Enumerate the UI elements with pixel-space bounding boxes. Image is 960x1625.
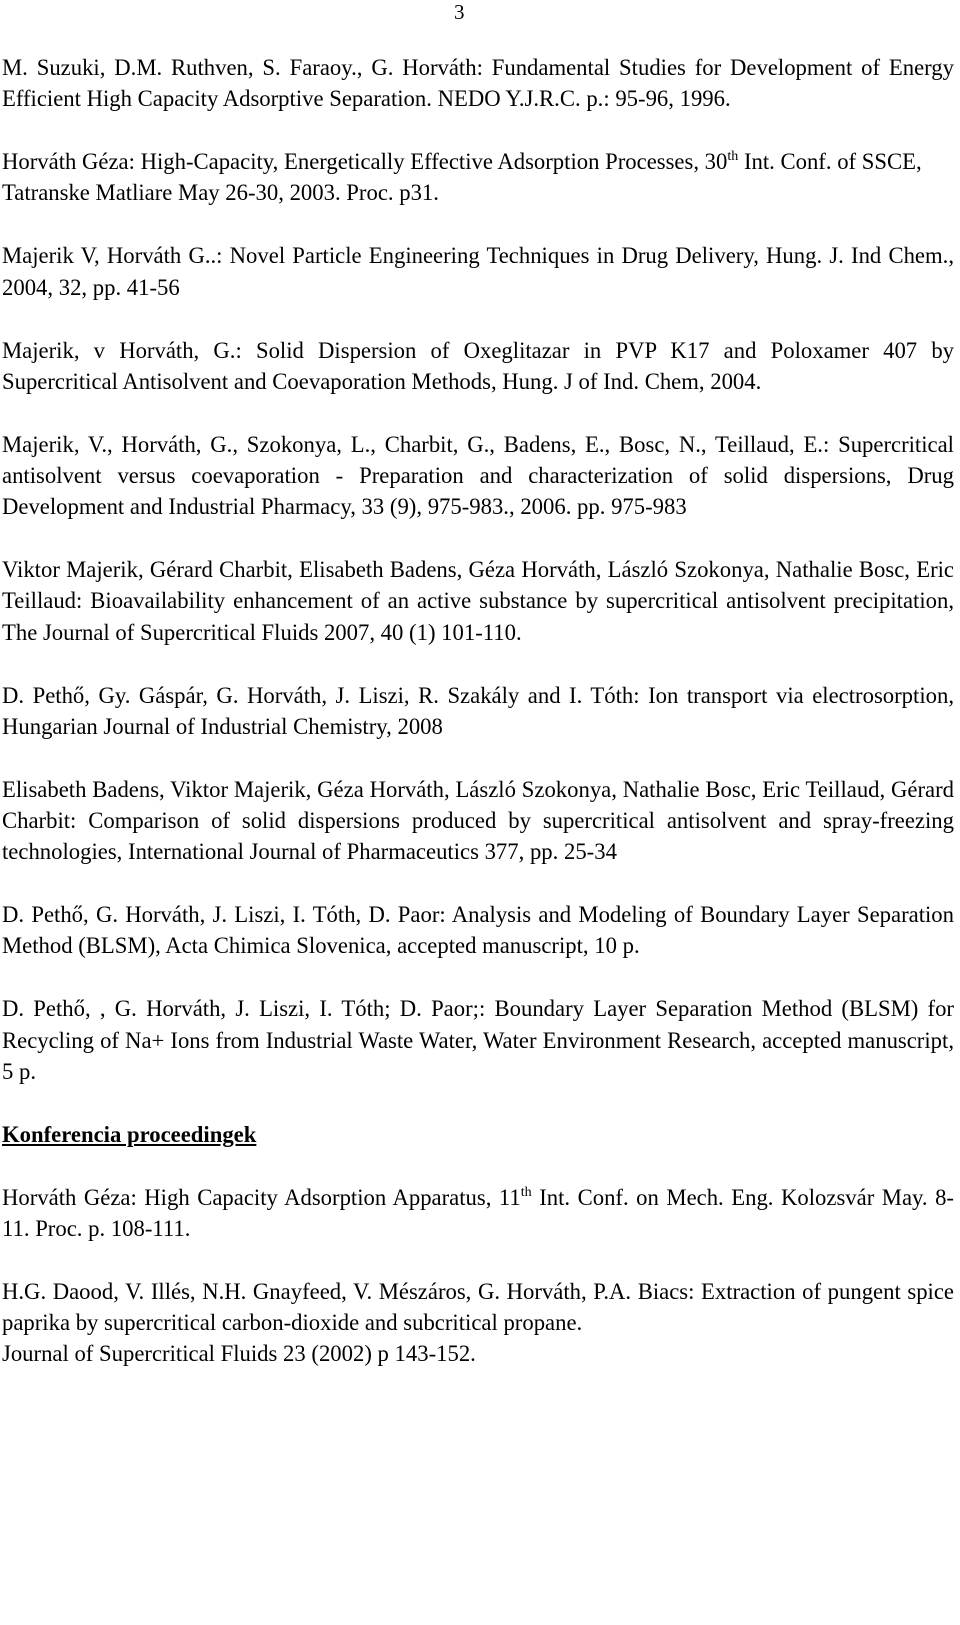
reference-entry: D. Pethő, G. Horváth, J. Liszi, I. Tóth, D. Paor: Analysis and Modeling of Boundary Layer Separation Method (BLSM), Acta Chimica Slovenica, accepted manuscript, 10 p. [2, 902, 954, 959]
section-heading: Konferencia proceedingek [2, 1121, 257, 1147]
reference-entry: Viktor Majerik, Gérard Charbit, Elisabeth Badens, Géza Horváth, László Szokonya, Nathalie Bosc, Eric Teillaud: Bioavailability enhancement of an active substance by supercritical antisolvent precipitation, The Journal of Supercritical Fluids 2007, 40 (1) 101-110. [2, 557, 954, 645]
ordinal-superscript: th [727, 149, 739, 165]
document-body [2, 52, 954, 1370]
proceeding-text: Horváth Géza: High Capacity Adsorption Apparatus, 11 [2, 1184, 521, 1210]
reference-entry: Majerik, v Horváth, G.: Solid Dispersion of Oxeglitazar in PVP K17 and Poloxamer 407 by Supercritical Antisolvent and Coevaporation Methods, Hung. J of Ind. Chem, 2004. [2, 337, 954, 394]
reference-entry [2, 146, 954, 208]
reference-entry: D. Pethő, Gy. Gáspár, G. Horváth, J. Liszi, R. Szakály and I. Tóth: Ion transport via electrosorption, Hungarian Journal of Industrial Chemistry, 2008 [2, 682, 954, 739]
reference-text: Horváth Géza: High-Capacity, Energetically Effective Adsorption Processes, 30 [2, 149, 728, 175]
proceeding-entry: H.G. Daood, V. Illés, N.H. Gnayfeed, V. Mészáros, G. Horváth, P.A. Biacs: Extraction of pungent spice paprika by supercritical carbon-dioxide and subcritical propane. [2, 1279, 954, 1336]
reference-entry: D. Pethő, , G. Horváth, J. Liszi, I. Tóth; D. Paor;: Boundary Layer Separation Method (BLSM) for Recycling of Na+ Ions from Industrial Waste Water, Water Environment Research, accepted manuscript, 5 p. [2, 996, 954, 1084]
proceeding-entry: Journal of Supercritical Fluids 23 (2002) p 143-152. [2, 1341, 476, 1367]
reference-entry: Majerik V, Horváth G..: Novel Particle Engineering Techniques in Drug Delivery, Hung. J. Ind Chem., 2004, 32, pp. 41-56 [2, 243, 954, 300]
reference-entry: Elisabeth Badens, Viktor Majerik, Géza Horváth, László Szokonya, Nathalie Bosc, Eric Teillaud, Gérard Charbit: Comparison of solid dispersions produced by supercritical antisolvent and spray-freezing technologies, International Journal of Pharmaceutics 377, pp. 25-34 [2, 776, 954, 865]
reference-text: Int. Conf. of SSCE, Tatranske Matliare May 26-30, 2003. Proc. p31. [2, 149, 922, 206]
proceeding-entry [2, 1182, 954, 1244]
reference-entry: M. Suzuki, D.M. Ruthven, S. Faraoy., G. Horváth: Fundamental Studies for Development of Energy Efficient High Capacity Adsorptive Separation. NEDO Y.J.R.C. p.: 95-96, 1996. [2, 55, 954, 112]
proceeding-text: Int. Conf. on Mech. Eng. Kolozsvár May. 8-11. Proc. p. 108-111. [2, 1184, 954, 1242]
ordinal-superscript: th [520, 1184, 532, 1200]
page-number: 3 [454, 0, 465, 24]
reference-entry: Majerik, V., Horváth, G., Szokonya, L., Charbit, G., Badens, E., Bosc, N., Teillaud, E.: Supercritical antisolvent versus coevaporation - Preparation and characterization of solid dispersions, Drug Development and Industrial Pharmacy, 33 (9), 975-983., 2006. pp. 975-983 [2, 431, 954, 520]
